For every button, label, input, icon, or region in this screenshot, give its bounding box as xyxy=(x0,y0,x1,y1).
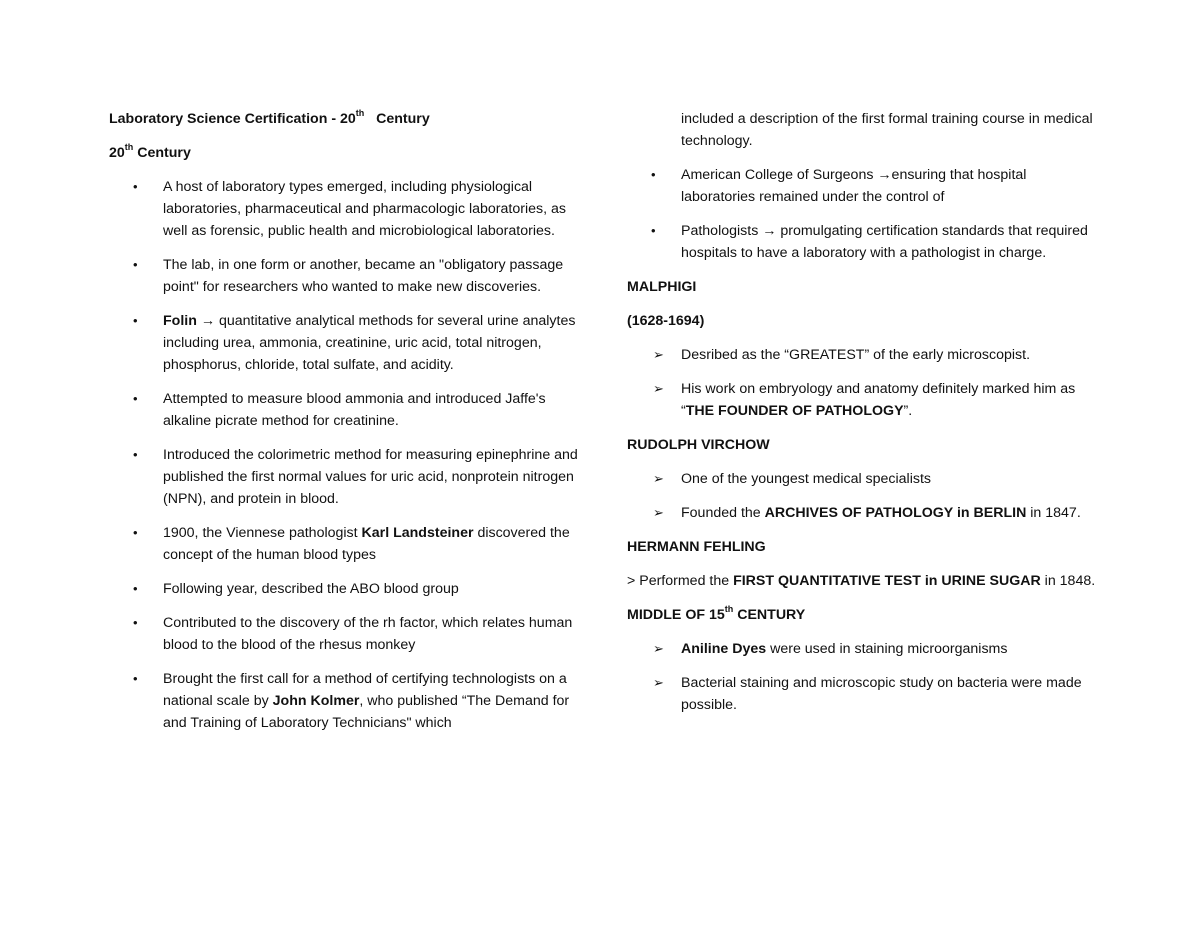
list-item xyxy=(109,522,579,566)
right-column xyxy=(627,108,1097,728)
section-heading-20th-century: 20th Century xyxy=(109,142,191,161)
bullet-icon: • xyxy=(133,525,138,540)
text-run: discovered the concept of the human blood types xyxy=(163,525,570,563)
list-item xyxy=(627,672,1097,716)
text-run: Contributed to the discovery of the rh factor, which relates human blood to the blood of the rhesus monkey xyxy=(163,615,573,653)
text-run: Desribed as the “GREATEST” of the early microscopist. xyxy=(681,347,1031,363)
list-item xyxy=(109,254,579,298)
text-run: John Kolmer xyxy=(272,693,360,709)
list-item xyxy=(627,378,1097,422)
text-run: Following year, described the ABO blood group xyxy=(163,581,459,597)
list-item-text xyxy=(681,381,1075,419)
text-run: in 1847. xyxy=(1026,505,1081,521)
list-item xyxy=(627,502,1097,524)
text-run: Introduced the colorimetric method for measuring epinephrine and published the first normal values for uric acid, nonprotein nitrogen (NPN), and protein in blood. xyxy=(163,447,578,507)
text-run: 1900, the Viennese pathologist xyxy=(163,525,362,541)
list-item-text xyxy=(681,167,1026,205)
right-bullet-list xyxy=(627,164,1097,264)
bullet-icon: • xyxy=(133,671,138,686)
bullet-icon: • xyxy=(133,581,138,596)
left-column xyxy=(109,108,579,746)
list-item xyxy=(627,164,1097,208)
text-run: One of the youngest medical specialists xyxy=(681,471,931,487)
list-item xyxy=(109,444,579,510)
text-run: The lab, in one form or another, became an "obligatory passage point" for researchers who wanted to make new discoveries. xyxy=(163,257,564,295)
arrow-bullet-icon: ➢ xyxy=(653,381,664,396)
text-run: , who published “The Demand for and Training of Laboratory Technicians" which xyxy=(163,693,570,731)
malphigi-list xyxy=(627,344,1097,422)
text-run: THE FOUNDER OF PATHOLOGY xyxy=(685,403,904,419)
arrow-bullet-icon: ➢ xyxy=(653,505,664,520)
list-item-text xyxy=(163,447,578,507)
text-run: Folin xyxy=(163,313,197,329)
list-item-text xyxy=(163,179,566,239)
list-item-text xyxy=(163,313,575,373)
list-item xyxy=(109,388,579,432)
text-run: were used in staining microorganisms xyxy=(766,641,1008,657)
text-run: Attempted to measure blood ammonia and introduced Jaffe's alkaline picrate method for creatinine. xyxy=(163,391,546,429)
bullet-icon: • xyxy=(133,391,138,406)
arrow-bullet-icon: ➢ xyxy=(653,347,664,362)
bullet-icon: • xyxy=(133,447,138,462)
malphigi-years: (1628-1694) xyxy=(627,313,705,329)
bullet-icon: • xyxy=(133,313,138,328)
list-item-text xyxy=(681,675,1082,713)
text-run: Brought the first call for a method of certifying technologists on a national scale by xyxy=(163,671,567,709)
text-run: ARCHIVES OF PATHOLOGY in BERLIN xyxy=(764,505,1027,521)
list-item xyxy=(627,220,1097,264)
text-run: → quantitative analytical methods for several urine analytes including urea, ammonia, creatinine, uric acid, total nitrogen, phosphorus, chloride, total sulfate, and acidity. xyxy=(163,313,576,373)
list-item-text xyxy=(163,391,546,429)
text-run: Aniline Dyes xyxy=(681,641,767,657)
list-item xyxy=(109,612,579,656)
text-run: ”. xyxy=(903,403,913,419)
list-item-text xyxy=(681,223,1088,261)
list-item-text xyxy=(163,525,570,563)
list-item xyxy=(109,578,579,600)
text-run: A host of laboratory types emerged, including physiological laboratories, pharmaceutical and pharmacologic laboratories, as well as forensic, public health and microbiological laboratories. xyxy=(163,179,566,239)
list-item-text xyxy=(681,505,1081,521)
virchow-heading: RUDOLPH VIRCHOW xyxy=(627,437,770,453)
bullet-icon: • xyxy=(133,257,138,272)
text-run: Bacterial staining and microscopic study on bacteria were made possible. xyxy=(681,675,1082,713)
text-run: American College of Surgeons →ensuring that hospital laboratories remained under the control of xyxy=(681,167,1027,205)
text-run: Pathologists → promulgating certification standards that required hospitals to have a laboratory with a pathologist in charge. xyxy=(681,223,1088,261)
list-item xyxy=(627,344,1097,366)
list-item-text xyxy=(163,581,459,597)
text-run: Karl Landsteiner xyxy=(361,525,474,541)
arrow-bullet-icon: ➢ xyxy=(653,471,664,486)
list-item xyxy=(109,310,579,376)
left-bullet-list xyxy=(109,176,579,734)
list-item-text xyxy=(163,671,569,731)
text-run: in 1848. xyxy=(1040,573,1096,589)
text-run: FIRST QUANTITATIVE TEST in URINE SUGAR xyxy=(733,573,1041,589)
list-item-text xyxy=(681,347,1030,363)
virchow-list xyxy=(627,468,1097,524)
bullet-icon: • xyxy=(651,167,656,182)
list-item-text xyxy=(681,641,1007,657)
list-item xyxy=(109,668,579,734)
document-title: Laboratory Science Certification - 20th Century xyxy=(109,108,430,127)
list-item xyxy=(627,638,1097,660)
arrow-bullet-icon: ➢ xyxy=(653,675,664,690)
fehling-heading: HERMANN FEHLING xyxy=(627,539,766,555)
text-run: Founded the xyxy=(681,505,765,521)
fehling-paragraph xyxy=(627,570,1097,592)
list-item-text xyxy=(163,615,572,653)
malphigi-heading: MALPHIGI xyxy=(627,279,697,295)
bullet-icon: • xyxy=(651,223,656,238)
arrow-bullet-icon: ➢ xyxy=(653,641,664,656)
middle-15th-century-heading: MIDDLE OF 15th CENTURY xyxy=(627,604,806,623)
bullet-icon: • xyxy=(133,615,138,630)
text-run: > Performed the xyxy=(627,573,734,589)
bullet-icon: • xyxy=(133,179,138,194)
list-item-text xyxy=(163,257,563,295)
middle-15th-century-list xyxy=(627,638,1097,716)
text-run: His work on embryology and anatomy definitely marked him as “ xyxy=(681,381,1076,419)
list-item-text xyxy=(681,471,931,487)
list-item xyxy=(627,468,1097,490)
list-item xyxy=(109,176,579,242)
continued-paragraph: included a description of the first formal training course in medical technology. xyxy=(681,111,1093,149)
